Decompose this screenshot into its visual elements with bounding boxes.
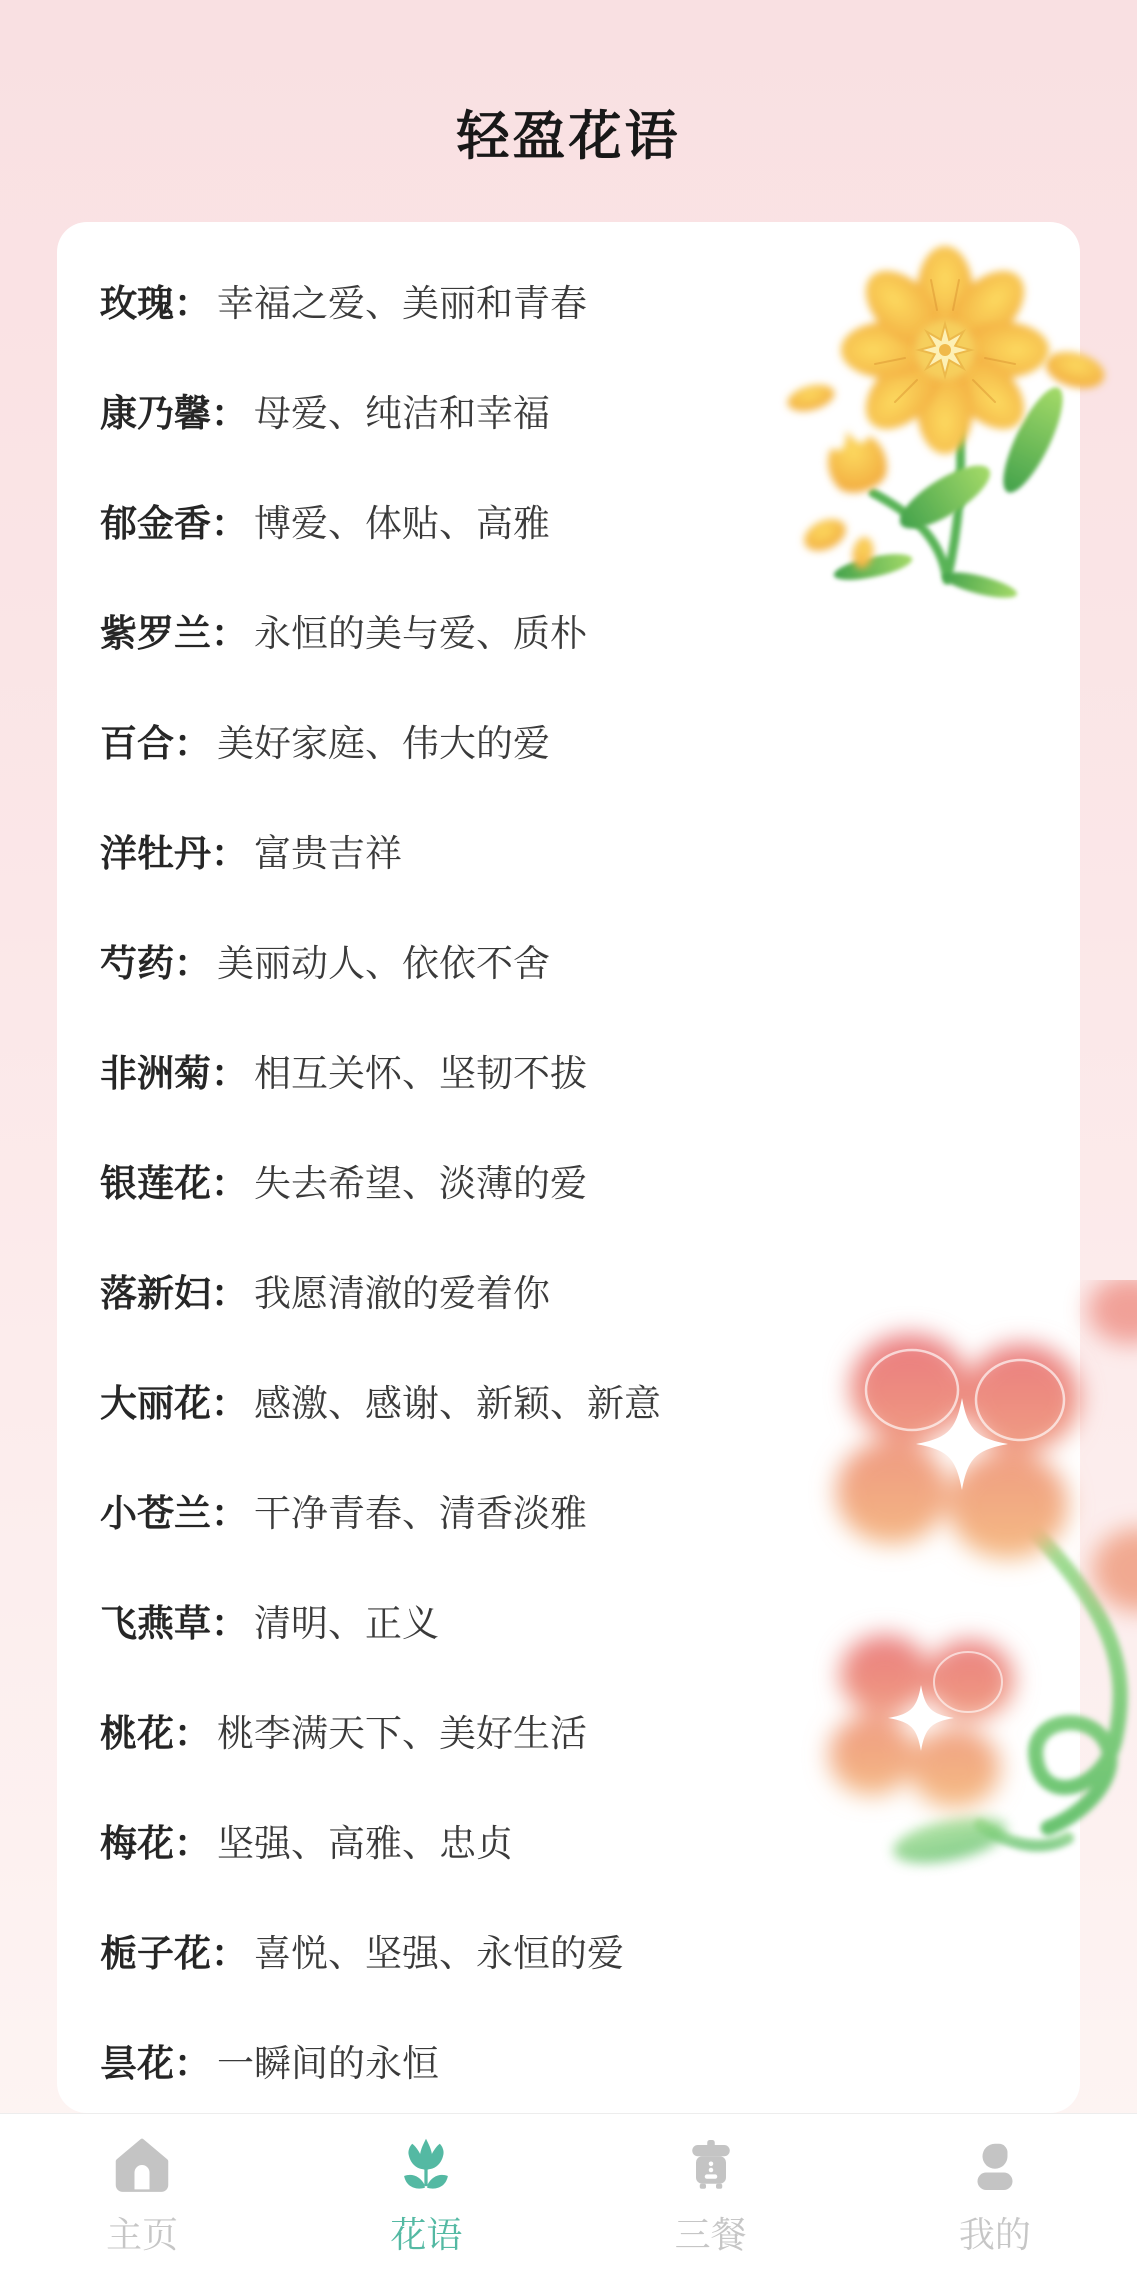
flower-icon	[396, 2135, 456, 2195]
flower-meaning: 坚强、高雅、忠贞	[217, 1823, 513, 1864]
person-icon	[965, 2135, 1025, 2195]
flower-name: 栀子花：	[100, 1933, 248, 1974]
flower-meaning: 一瞬间的永恒	[217, 2043, 439, 2084]
flower-row	[100, 1125, 1050, 1235]
flower-name: 郁金香：	[100, 503, 248, 544]
flower-meaning: 感激、感谢、新颖、新意	[254, 1383, 661, 1424]
flower-row	[100, 1565, 1050, 1675]
flower-name: 银莲花：	[100, 1163, 248, 1204]
bottom-navbar	[0, 2113, 1137, 2277]
page-title: 轻盈花语	[456, 107, 681, 166]
flower-row	[100, 795, 1050, 905]
flower-name: 昙花：	[100, 2043, 211, 2084]
flower-row	[100, 1895, 1050, 2005]
flower-meaning: 富贵吉祥	[254, 833, 402, 874]
flower-row	[100, 2005, 1050, 2115]
flower-meaning: 幸福之爱、美丽和青春	[217, 283, 587, 324]
flower-list	[57, 222, 1080, 2115]
flower-meaning: 桃李满天下、美好生活	[217, 1713, 587, 1754]
flower-meaning: 清明、正义	[254, 1603, 439, 1644]
flower-row	[100, 685, 1050, 795]
flower-row	[100, 1785, 1050, 1895]
flower-row	[100, 1015, 1050, 1125]
nav-item-home[interactable]	[0, 2114, 284, 2277]
flower-row	[100, 465, 1050, 575]
flower-name: 康乃馨：	[100, 393, 248, 434]
nav-label-home: 主页	[106, 2214, 179, 2255]
flower-name: 紫罗兰：	[100, 613, 248, 654]
flower-name: 非洲菊：	[100, 1053, 248, 1094]
flower-meaning: 干净青春、清香淡雅	[254, 1493, 587, 1534]
flower-name: 芍药：	[100, 943, 211, 984]
flower-row	[100, 355, 1050, 465]
flower-row	[100, 245, 1050, 355]
flower-name: 梅花：	[100, 1823, 211, 1864]
flower-meaning: 美好家庭、伟大的爱	[217, 723, 550, 764]
flower-meaning: 喜悦、坚强、永恒的爱	[254, 1933, 624, 1974]
flower-meaning: 我愿清澈的爱着你	[254, 1273, 550, 1314]
flower-name: 飞燕草：	[100, 1603, 248, 1644]
flower-name: 桃花：	[100, 1713, 211, 1754]
nav-item-flower-language[interactable]	[284, 2114, 568, 2277]
flower-meaning: 永恒的美与爱、质朴	[254, 613, 587, 654]
nav-item-meals[interactable]	[569, 2114, 853, 2277]
flower-row	[100, 1675, 1050, 1785]
flower-row	[100, 1235, 1050, 1345]
flower-name: 百合：	[100, 723, 211, 764]
flower-meaning: 相互关怀、坚韧不拔	[254, 1053, 587, 1094]
flower-row	[100, 1345, 1050, 1455]
flower-meaning: 母爱、纯洁和幸福	[254, 393, 550, 434]
flower-meaning: 博爱、体贴、高雅	[254, 503, 550, 544]
flower-name: 玫瑰：	[100, 283, 211, 324]
home-icon	[112, 2135, 172, 2195]
flower-list-card	[57, 222, 1080, 2113]
nav-item-mine[interactable]	[853, 2114, 1137, 2277]
flower-name: 大丽花：	[100, 1383, 248, 1424]
nav-label-mine: 我的	[958, 2214, 1031, 2255]
flower-name: 洋牡丹：	[100, 833, 248, 874]
flower-name: 落新妇：	[100, 1273, 248, 1314]
flower-row	[100, 575, 1050, 685]
nav-label-meals: 三餐	[674, 2214, 747, 2255]
flower-name: 小苍兰：	[100, 1493, 248, 1534]
flower-row	[100, 905, 1050, 1015]
nav-label-flower-language: 花语	[390, 2214, 463, 2255]
flower-meaning: 美丽动人、依依不舍	[217, 943, 550, 984]
rice-cooker-icon	[681, 2135, 741, 2195]
flower-meaning: 失去希望、淡薄的爱	[254, 1163, 587, 1204]
flower-row	[100, 1455, 1050, 1565]
